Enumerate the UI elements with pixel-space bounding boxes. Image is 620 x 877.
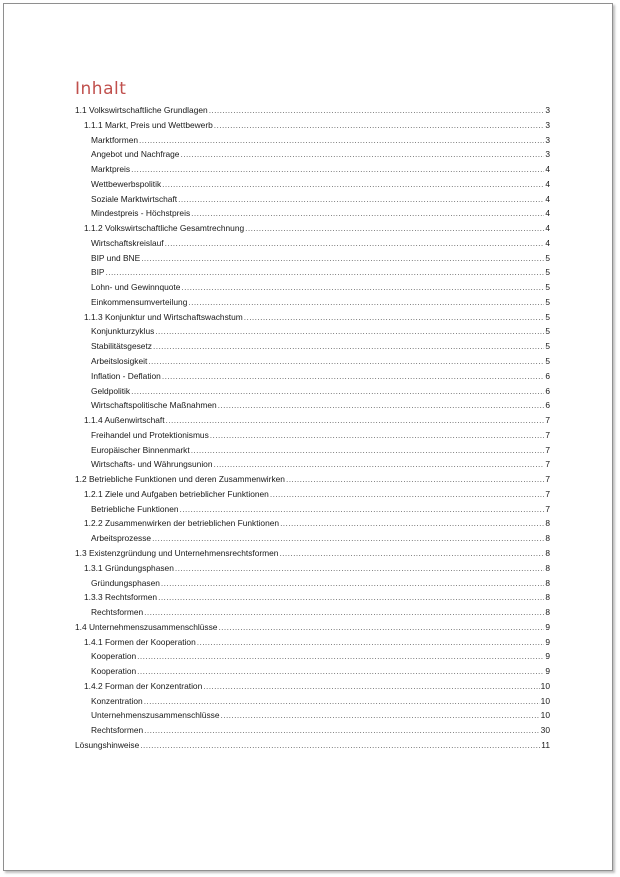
toc-entry[interactable] bbox=[75, 590, 550, 605]
toc-entry-label: 1.2 Betriebliche Funktionen und deren Zusammenwirken bbox=[75, 474, 285, 485]
dot-leader bbox=[214, 457, 545, 472]
toc-entry-label: 1.1.4 Außenwirtschaft bbox=[84, 415, 165, 426]
toc-entry[interactable] bbox=[75, 192, 550, 207]
dot-leader bbox=[155, 324, 544, 339]
toc-entry-page-number: 4 bbox=[545, 208, 550, 219]
toc-entry[interactable] bbox=[75, 295, 550, 310]
toc-entry[interactable] bbox=[75, 236, 550, 251]
toc-entry[interactable] bbox=[75, 576, 550, 591]
toc-entry-label: 1.3 Existenzgründung und Unternehmensrechtsformen bbox=[75, 547, 279, 558]
toc-entry-label: Unternehmenszusammenschlüsse bbox=[91, 710, 220, 721]
toc-entry-page-number: 9 bbox=[545, 636, 550, 647]
dot-leader bbox=[197, 635, 545, 650]
toc-entry-label: Freihandel und Protektionismus bbox=[91, 429, 209, 440]
toc-entry-page-number: 9 bbox=[545, 651, 550, 662]
toc-entry[interactable] bbox=[75, 162, 550, 177]
toc-entry-page-number: 7 bbox=[545, 488, 550, 499]
toc-entry-label: 1.2.2 Zusammenwirken der betrieblichen Funktionen bbox=[84, 518, 280, 529]
toc-entry[interactable] bbox=[75, 369, 550, 384]
dot-leader bbox=[210, 428, 545, 443]
toc-entry-label: Kooperation bbox=[91, 651, 137, 662]
toc-entry-label: Lohn- und Gewinnquote bbox=[91, 282, 181, 293]
dot-leader bbox=[137, 664, 544, 679]
dot-leader bbox=[280, 516, 544, 531]
toc-entry-label: 1.1.3 Konjunktur und Wirtschaftswachstum bbox=[84, 311, 243, 322]
table-of-contents bbox=[75, 103, 550, 753]
toc-entry[interactable] bbox=[75, 649, 550, 664]
toc-entry-page-number: 8 bbox=[545, 592, 550, 603]
dot-leader bbox=[162, 369, 544, 384]
toc-entry[interactable] bbox=[75, 738, 550, 753]
dot-leader bbox=[180, 502, 545, 517]
dot-leader bbox=[191, 443, 545, 458]
toc-entry-page-number: 3 bbox=[545, 149, 550, 160]
toc-entry-label: Wettbewerbspolitik bbox=[91, 178, 162, 189]
toc-entry-label: Betriebliche Funktionen bbox=[91, 503, 179, 514]
toc-entry[interactable] bbox=[75, 487, 550, 502]
toc-entry[interactable] bbox=[75, 546, 550, 561]
toc-entry-page-number: 5 bbox=[545, 341, 550, 352]
toc-entry-label: Stabilitätsgesetz bbox=[91, 341, 152, 352]
toc-entry-page-number: 6 bbox=[545, 385, 550, 396]
toc-entry[interactable] bbox=[75, 694, 550, 709]
toc-entry-page-number: 6 bbox=[545, 370, 550, 381]
toc-entry-page-number: 10 bbox=[540, 695, 550, 706]
toc-entry[interactable] bbox=[75, 177, 550, 192]
toc-entry-label: 1.4.1 Formen der Kooperation bbox=[84, 636, 196, 647]
toc-entry[interactable] bbox=[75, 708, 550, 723]
toc-entry[interactable] bbox=[75, 354, 550, 369]
toc-entry[interactable] bbox=[75, 310, 550, 325]
dot-leader bbox=[106, 265, 545, 280]
toc-entry-page-number: 8 bbox=[545, 547, 550, 558]
dot-leader bbox=[220, 708, 539, 723]
toc-entry-page-number: 5 bbox=[545, 296, 550, 307]
dot-leader bbox=[144, 694, 540, 709]
toc-entry[interactable] bbox=[75, 679, 550, 694]
dot-leader bbox=[148, 354, 544, 369]
dot-leader bbox=[175, 561, 544, 576]
toc-entry-page-number: 8 bbox=[545, 562, 550, 573]
dot-leader bbox=[218, 620, 544, 635]
toc-entry-label: Angebot und Nachfrage bbox=[91, 149, 180, 160]
toc-entry-page-number: 7 bbox=[545, 459, 550, 470]
dot-leader bbox=[279, 546, 544, 561]
toc-entry-page-number: 8 bbox=[545, 518, 550, 529]
dot-leader bbox=[131, 384, 544, 399]
toc-entry-label: Marktformen bbox=[91, 134, 139, 145]
toc-entry-page-number: 5 bbox=[545, 356, 550, 367]
dot-leader bbox=[214, 118, 545, 133]
dot-leader bbox=[153, 339, 544, 354]
toc-entry-label: 1.4 Unternehmenszusammenschlüsse bbox=[75, 621, 218, 632]
toc-entry[interactable] bbox=[75, 635, 550, 650]
toc-entry-page-number: 10 bbox=[540, 710, 550, 721]
toc-entry-page-number: 8 bbox=[545, 607, 550, 618]
dot-leader bbox=[140, 738, 540, 753]
toc-entry[interactable] bbox=[75, 443, 550, 458]
dot-leader bbox=[188, 295, 544, 310]
toc-entry[interactable] bbox=[75, 265, 550, 280]
toc-entry-page-number: 6 bbox=[545, 400, 550, 411]
toc-entry-page-number: 4 bbox=[545, 178, 550, 189]
toc-entry-page-number: 10 bbox=[540, 680, 550, 691]
toc-entry-label: 1.3.1 Gründungsphasen bbox=[84, 562, 174, 573]
toc-entry[interactable] bbox=[75, 133, 550, 148]
toc-entry-label: Wirtschafts- und Währungsunion bbox=[91, 459, 213, 470]
toc-entry[interactable] bbox=[75, 103, 550, 118]
toc-entry-page-number: 4 bbox=[545, 164, 550, 175]
toc-entry-label: Marktpreis bbox=[91, 164, 131, 175]
toc-entry-label: 1.2.1 Ziele und Aufgaben betrieblicher Funktionen bbox=[84, 488, 269, 499]
toc-entry[interactable] bbox=[75, 516, 550, 531]
toc-entry-label: Konzentration bbox=[91, 695, 143, 706]
toc-entry-page-number: 4 bbox=[545, 223, 550, 234]
toc-entry-label: 1.1.1 Markt, Preis und Wettbewerb bbox=[84, 119, 213, 130]
toc-entry-page-number: 5 bbox=[545, 326, 550, 337]
toc-entry-page-number: 3 bbox=[545, 134, 550, 145]
dot-leader bbox=[137, 649, 544, 664]
dot-leader bbox=[180, 147, 544, 162]
dot-leader bbox=[286, 472, 544, 487]
toc-entry[interactable] bbox=[75, 221, 550, 236]
toc-entry[interactable] bbox=[75, 206, 550, 221]
dot-leader bbox=[161, 576, 544, 591]
dot-leader bbox=[178, 192, 544, 207]
toc-entry-label: Geldpolitik bbox=[91, 385, 131, 396]
toc-entry-label: Gründungsphasen bbox=[91, 577, 160, 588]
toc-entry[interactable] bbox=[75, 502, 550, 517]
toc-entry-label: Europäischer Binnenmarkt bbox=[91, 444, 190, 455]
toc-entry-page-number: 3 bbox=[545, 105, 550, 115]
toc-entry[interactable] bbox=[75, 664, 550, 679]
toc-entry-page-number: 7 bbox=[545, 444, 550, 455]
toc-entry-label: Mindestpreis - Höchstpreis bbox=[91, 208, 191, 219]
dot-leader bbox=[131, 162, 544, 177]
toc-title: Inhalt bbox=[75, 79, 127, 99]
dot-leader bbox=[218, 398, 545, 413]
toc-entry-page-number: 5 bbox=[545, 282, 550, 293]
toc-entry-page-number: 5 bbox=[545, 267, 550, 278]
toc-entry-label: Wirtschaftspolitische Maßnahmen bbox=[91, 400, 217, 411]
dot-leader bbox=[162, 177, 544, 192]
toc-entry-label: Soziale Marktwirtschaft bbox=[91, 193, 178, 204]
toc-entry-label: 1.1 Volkswirtschaftliche Grundlagen bbox=[75, 105, 208, 115]
toc-entry-label: 1.3.3 Rechtsformen bbox=[84, 592, 158, 603]
toc-entry-page-number: 8 bbox=[545, 577, 550, 588]
toc-entry[interactable] bbox=[75, 457, 550, 472]
toc-entry-label: Arbeitslosigkeit bbox=[91, 356, 148, 367]
toc-entry-label: Rechtsformen bbox=[91, 607, 144, 618]
toc-entry[interactable] bbox=[75, 339, 550, 354]
toc-entry[interactable] bbox=[75, 147, 550, 162]
document-page bbox=[3, 3, 613, 871]
dot-leader bbox=[139, 133, 544, 148]
toc-entry-page-number: 8 bbox=[545, 533, 550, 544]
toc-entry-label: Arbeitsprozesse bbox=[91, 533, 152, 544]
dot-leader bbox=[166, 413, 545, 428]
dot-leader bbox=[244, 310, 545, 325]
dot-leader bbox=[141, 251, 544, 266]
toc-entry-label: Lösungshinweise bbox=[75, 739, 140, 750]
toc-entry-label: Konjunkturzyklus bbox=[91, 326, 155, 337]
toc-entry-page-number: 4 bbox=[545, 193, 550, 204]
toc-entry-label: Wirtschaftskreislauf bbox=[91, 237, 164, 248]
toc-entry-label: Inflation - Deflation bbox=[91, 370, 161, 381]
dot-leader bbox=[203, 679, 539, 694]
toc-entry-page-number: 7 bbox=[545, 503, 550, 514]
toc-entry-label: Rechtsformen bbox=[91, 725, 144, 736]
toc-entry-label: BIP bbox=[91, 267, 105, 278]
toc-entry[interactable] bbox=[75, 251, 550, 266]
toc-entry-page-number: 7 bbox=[545, 429, 550, 440]
toc-entry[interactable] bbox=[75, 561, 550, 576]
toc-entry-label: BIP und BNE bbox=[91, 252, 141, 263]
dot-leader bbox=[191, 206, 544, 221]
toc-entry-page-number: 3 bbox=[545, 119, 550, 130]
toc-entry-label: Einkommensumverteilung bbox=[91, 296, 188, 307]
dot-leader bbox=[209, 103, 545, 118]
dot-leader bbox=[152, 531, 544, 546]
toc-entry-page-number: 7 bbox=[545, 474, 550, 485]
toc-entry-label: 1.4.2 Forman der Konzentration bbox=[84, 680, 203, 691]
toc-entry-page-number: 4 bbox=[545, 237, 550, 248]
toc-entry-label: Kooperation bbox=[91, 666, 137, 677]
toc-entry[interactable] bbox=[75, 324, 550, 339]
toc-entry-page-number: 5 bbox=[545, 311, 550, 322]
dot-leader bbox=[270, 487, 544, 502]
toc-entry[interactable] bbox=[75, 531, 550, 546]
toc-entry-page-number: 5 bbox=[545, 252, 550, 263]
toc-entry[interactable] bbox=[75, 118, 550, 133]
dot-leader bbox=[181, 280, 544, 295]
toc-entry-page-number: 30 bbox=[540, 725, 550, 736]
toc-entry[interactable] bbox=[75, 413, 550, 428]
toc-entry[interactable] bbox=[75, 280, 550, 295]
toc-entry-label: 1.1.2 Volkswirtschaftliche Gesamtrechnung bbox=[84, 223, 245, 234]
toc-entry[interactable] bbox=[75, 398, 550, 413]
toc-entry[interactable] bbox=[75, 384, 550, 399]
toc-entry-page-number: 11 bbox=[541, 739, 550, 750]
dot-leader bbox=[144, 605, 544, 620]
dot-leader bbox=[245, 221, 544, 236]
toc-entry[interactable] bbox=[75, 428, 550, 443]
toc-entry-page-number: 7 bbox=[545, 415, 550, 426]
toc-entry[interactable] bbox=[75, 620, 550, 635]
toc-entry-page-number: 9 bbox=[545, 621, 550, 632]
toc-entry[interactable] bbox=[75, 472, 550, 487]
dot-leader bbox=[158, 590, 544, 605]
dot-leader bbox=[144, 723, 540, 738]
toc-entry[interactable] bbox=[75, 605, 550, 620]
dot-leader bbox=[165, 236, 545, 251]
toc-entry[interactable] bbox=[75, 723, 550, 738]
toc-entry-page-number: 9 bbox=[545, 666, 550, 677]
